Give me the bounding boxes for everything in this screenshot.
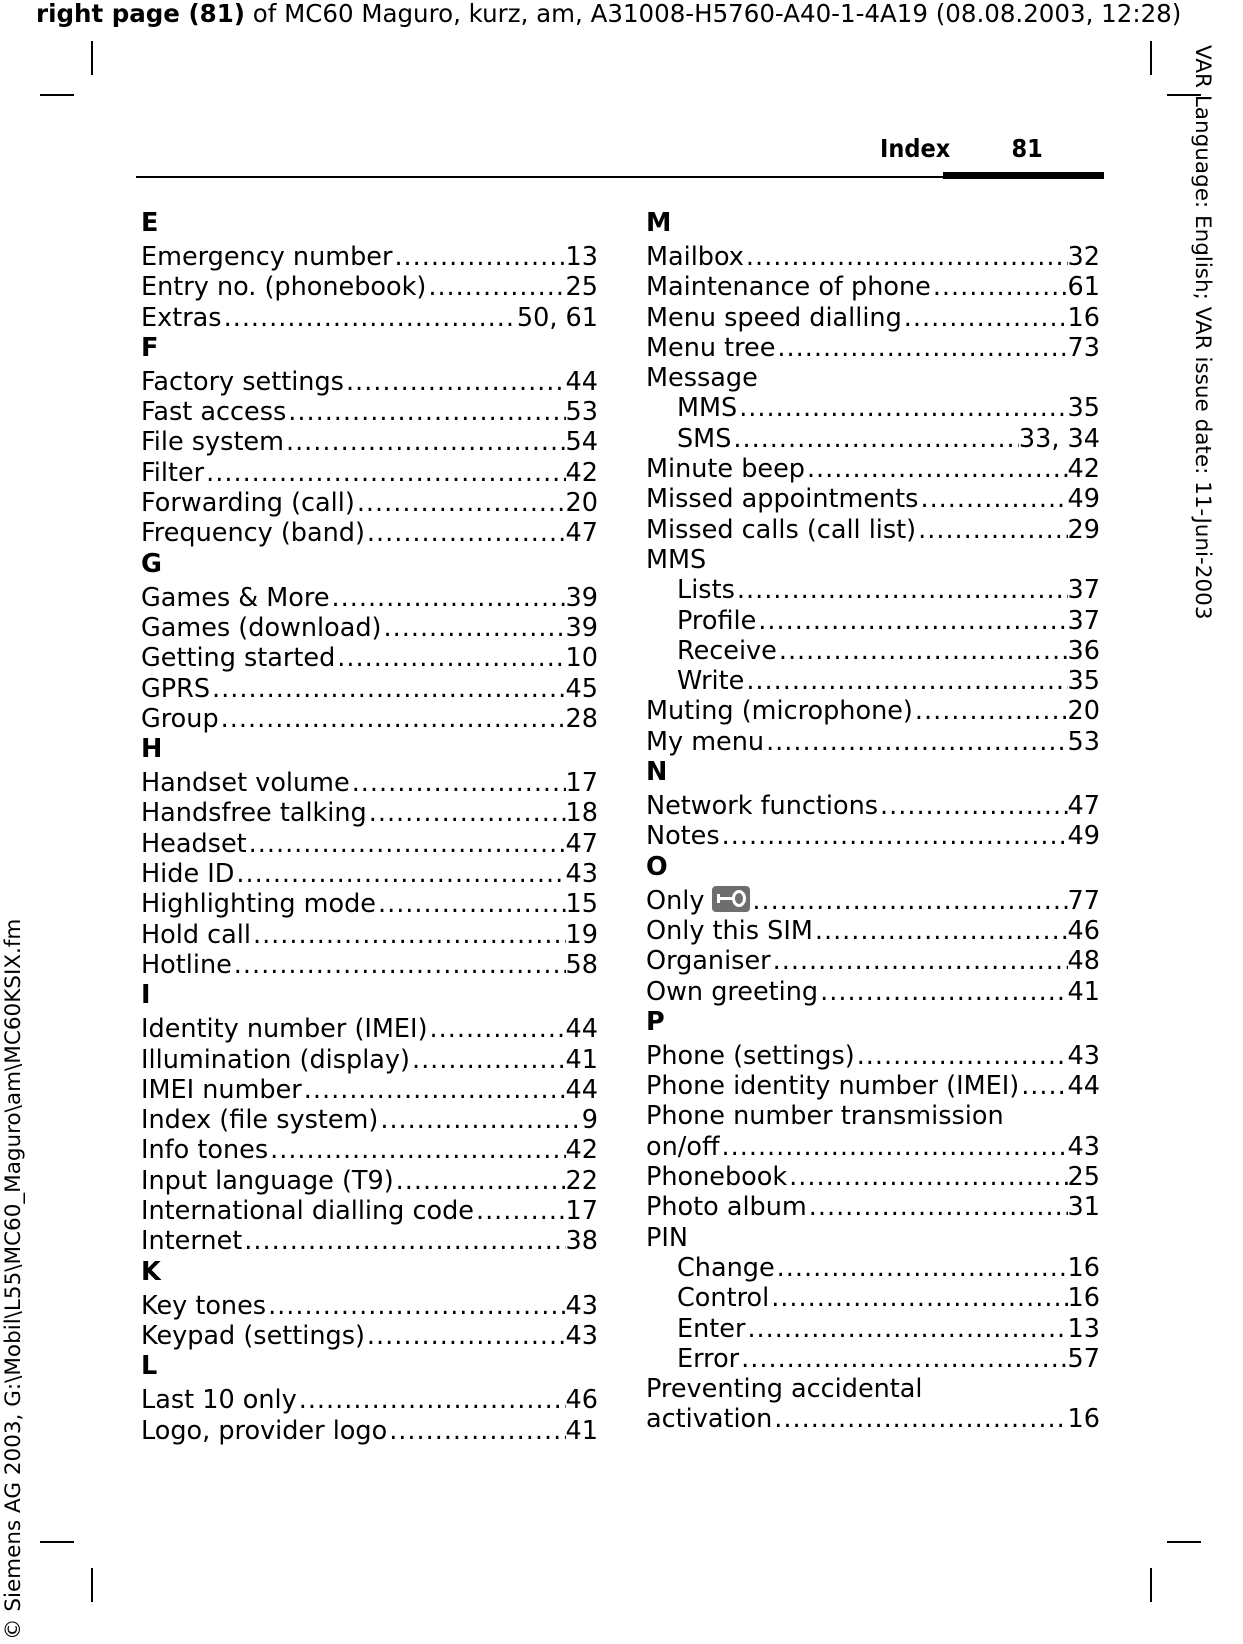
index-entry	[141, 704, 598, 734]
entry-term: Notes	[646, 821, 720, 852]
entry-page: 20	[565, 488, 598, 519]
index-subentry	[646, 606, 1100, 636]
entry-term: Lists	[677, 575, 735, 606]
entry-page: 42	[565, 457, 598, 488]
entry-term: Info tones	[141, 1135, 269, 1166]
index-subentry	[646, 1253, 1100, 1283]
entry-page: 77	[1067, 885, 1100, 916]
print-job-details: of MC60 Maguro, kurz, am, A31008-H5760-A40-1-4A19 (08.08.2003, 12:28)	[244, 0, 1182, 28]
crop-mark	[1150, 41, 1152, 75]
running-header-title: Index	[880, 134, 951, 163]
index-letter-heading: H	[141, 734, 163, 765]
index-entry	[646, 515, 1100, 545]
index-entry-group: Message	[646, 363, 758, 394]
entry-page: 46	[565, 1385, 598, 1416]
entry-term: Extras	[141, 302, 222, 333]
entry-page: 19	[565, 919, 598, 950]
index-entry	[646, 454, 1100, 484]
index-entry	[646, 696, 1100, 726]
entry-term: Error	[677, 1343, 740, 1374]
entry-page: 37	[1067, 575, 1100, 606]
index-subentry	[646, 424, 1100, 454]
crop-mark	[91, 1568, 93, 1602]
entry-term: Phonebook	[646, 1162, 788, 1193]
index-entry	[646, 727, 1100, 757]
index-letter-heading: L	[141, 1351, 158, 1382]
entry-term: Write	[677, 666, 745, 697]
entry-term: Muting (microphone)	[646, 696, 913, 727]
entry-term: Internet	[141, 1226, 243, 1257]
entry-term: Phone (settings)	[646, 1040, 855, 1071]
index-entry	[141, 889, 598, 919]
index-entry	[646, 886, 1100, 916]
entry-page: 57	[1067, 1343, 1100, 1374]
index-entry	[141, 458, 598, 488]
index-letter-heading: O	[646, 851, 668, 882]
entry-page: 10	[565, 643, 598, 674]
entry-term: Mailbox	[646, 242, 744, 272]
entry-term: Phone identity number (IMEI)	[646, 1071, 1020, 1102]
entry-term: Menu speed dialling	[646, 302, 902, 333]
entry-term: Frequency (band)	[141, 518, 365, 549]
entry-page: 16	[1067, 1404, 1100, 1435]
entry-page: 41	[565, 1044, 598, 1075]
entry-page: 41	[1067, 976, 1100, 1007]
entry-term: Missed appointments	[646, 484, 919, 515]
entry-term: Only this SIM	[646, 915, 813, 946]
entry-term: Network functions	[646, 791, 879, 822]
index-letter-heading: N	[646, 757, 668, 788]
index-letter-heading: I	[141, 980, 151, 1011]
entry-term: Getting started	[141, 643, 336, 674]
entry-page: 38	[565, 1226, 598, 1257]
crop-mark	[1150, 1568, 1152, 1602]
entry-page: 29	[1067, 514, 1100, 545]
index-entry	[646, 303, 1100, 333]
index-entry	[141, 242, 598, 272]
entry-term: Input language (T9)	[141, 1165, 394, 1196]
index-entry	[141, 1291, 598, 1321]
entry-term: Highlighting mode	[141, 889, 376, 920]
entry-term: Maintenance of phone	[646, 272, 931, 303]
entry-term: Handsfree talking	[141, 798, 367, 829]
index-entry	[141, 829, 598, 859]
entry-term: SMS	[677, 423, 732, 454]
entry-term: MMS	[677, 393, 738, 424]
entry-page: 16	[1067, 1252, 1100, 1283]
entry-term-text: Only	[646, 885, 705, 916]
entry-page: 18	[565, 798, 598, 829]
index-column-left	[141, 208, 598, 1446]
entry-page: 48	[1067, 946, 1100, 977]
index-entry	[141, 427, 598, 457]
entry-page: 47	[565, 518, 598, 549]
entry-term: Photo album	[646, 1192, 807, 1223]
entry-page: 9	[581, 1105, 598, 1136]
index-entry	[141, 1014, 598, 1044]
entry-term: Menu tree	[646, 332, 776, 363]
entry-term: File system	[141, 427, 284, 458]
index-entry	[141, 920, 598, 950]
entry-page: 15	[565, 889, 598, 920]
index-subentry	[646, 636, 1100, 666]
entry-term: Identity number (IMEI)	[141, 1014, 428, 1045]
entry-page: 36	[1067, 635, 1100, 666]
entry-page: 39	[565, 582, 598, 613]
entry-term: GPRS	[141, 673, 211, 704]
index-entry	[141, 518, 598, 548]
entry-page: 50, 61	[516, 302, 598, 333]
index-entry	[646, 333, 1100, 363]
index-subentry	[646, 666, 1100, 696]
index-entry	[141, 1196, 598, 1226]
index-entry	[141, 303, 598, 333]
entry-page: 46	[1067, 915, 1100, 946]
index-entry	[141, 1075, 598, 1105]
entry-term: Logo, provider logo	[141, 1415, 388, 1446]
entry-term: Games & More	[141, 582, 330, 613]
entry-page: 35	[1067, 393, 1100, 424]
entry-page: 31	[1067, 1192, 1100, 1223]
index-subentry	[646, 1344, 1100, 1374]
index-entry-group: PIN	[646, 1222, 688, 1253]
index-entry	[141, 1321, 598, 1351]
index-entry	[141, 367, 598, 397]
crop-mark	[1167, 1541, 1201, 1543]
side-note-language: VAR Language: English; VAR issue date: 11-Juni-2003	[1190, 45, 1215, 620]
entry-page: 43	[1067, 1040, 1100, 1071]
entry-page: 43	[565, 1320, 598, 1351]
index-entry	[646, 1404, 1100, 1434]
entry-term: IMEI number	[141, 1074, 302, 1105]
index-entry	[141, 1226, 598, 1256]
entry-page: 32	[1067, 242, 1100, 272]
index-entry	[141, 1166, 598, 1196]
entry-term: Control	[677, 1283, 770, 1314]
entry-term: on/off	[646, 1131, 720, 1162]
entry-page: 17	[565, 768, 598, 799]
entry-term: Own greeting	[646, 976, 819, 1007]
entry-page: 33, 34	[1018, 423, 1100, 454]
header-tab-bar	[943, 172, 1104, 179]
entry-term: Minute beep	[646, 454, 805, 485]
index-letter-heading: P	[646, 1006, 665, 1037]
entry-page: 49	[1067, 821, 1100, 852]
page-number: 81	[1011, 134, 1043, 163]
index-entry	[141, 488, 598, 518]
entry-term: Games (download)	[141, 612, 382, 643]
index-entry	[646, 242, 1100, 272]
entry-term: Fast access	[141, 397, 287, 428]
entry-page: 17	[565, 1196, 598, 1227]
index-letter-heading: K	[141, 1256, 161, 1287]
entry-page: 28	[565, 703, 598, 734]
entry-term: Keypad (settings)	[141, 1320, 365, 1351]
index-entry	[141, 798, 598, 828]
index-subentry	[646, 1283, 1100, 1313]
entry-term: Last 10 only	[141, 1385, 297, 1416]
index-entry	[646, 272, 1100, 302]
entry-page: 20	[1067, 696, 1100, 727]
entry-term: Factory settings	[141, 366, 344, 397]
entry-term	[646, 886, 750, 916]
entry-term: Group	[141, 703, 219, 734]
entry-term: Hotline	[141, 949, 232, 980]
entry-page: 49	[1067, 484, 1100, 515]
entry-page: 58	[565, 949, 598, 980]
entry-page: 44	[1067, 1071, 1100, 1102]
entry-term: activation	[646, 1404, 773, 1435]
entry-term: Forwarding (call)	[141, 488, 355, 519]
entry-term: Handset volume	[141, 768, 350, 799]
key-lock-icon	[712, 886, 750, 912]
index-entry	[141, 1416, 598, 1446]
entry-page: 43	[565, 1290, 598, 1321]
index-entry-group: MMS	[646, 544, 707, 575]
entry-page: 45	[565, 673, 598, 704]
entry-page: 61	[1067, 272, 1100, 303]
entry-term: Hold call	[141, 919, 251, 950]
index-entry	[141, 583, 598, 613]
entry-term: Change	[677, 1252, 775, 1283]
index-entry	[646, 1192, 1100, 1222]
index-entry	[646, 821, 1100, 851]
crop-mark	[40, 1541, 74, 1543]
index-entry	[646, 946, 1100, 976]
crop-mark	[40, 94, 74, 96]
entry-page: 16	[1067, 302, 1100, 333]
entry-term: Receive	[677, 635, 777, 666]
index-subentry	[646, 575, 1100, 605]
entry-page: 22	[565, 1165, 598, 1196]
index-entry	[646, 1162, 1100, 1192]
entry-page: 39	[565, 612, 598, 643]
entry-term: Key tones	[141, 1290, 267, 1321]
index-column-right	[646, 208, 1100, 1435]
entry-term: My menu	[646, 726, 765, 757]
index-entry	[646, 1132, 1100, 1162]
index-subentry	[646, 393, 1100, 423]
index-entry	[141, 397, 598, 427]
entry-term: Profile	[677, 605, 757, 636]
entry-page: 42	[565, 1135, 598, 1166]
entry-term: Headset	[141, 828, 247, 859]
index-entry	[141, 768, 598, 798]
index-letter-heading: G	[141, 548, 162, 579]
index-entry-group: Phone number transmission	[646, 1101, 1004, 1132]
entry-term: Emergency number	[141, 242, 393, 272]
entry-term: Enter	[677, 1313, 746, 1344]
index-entry	[141, 272, 598, 302]
index-entry	[141, 1105, 598, 1135]
entry-page: 41	[565, 1415, 598, 1446]
entry-page: 43	[1067, 1131, 1100, 1162]
index-entry	[141, 1045, 598, 1075]
index-entry	[646, 977, 1100, 1007]
entry-page: 43	[565, 859, 598, 890]
entry-term: Index (file system)	[141, 1105, 379, 1136]
index-entry	[141, 1385, 598, 1415]
index-letter-heading: M	[646, 208, 672, 238]
entry-term: International dialling code	[141, 1196, 474, 1227]
entry-term: Hide ID	[141, 859, 235, 890]
index-entry	[141, 859, 598, 889]
entry-term: Illumination (display)	[141, 1044, 410, 1075]
print-job-page-label: right page (81)	[36, 0, 245, 28]
index-entry	[646, 1071, 1100, 1101]
side-note-copyright: © Siemens AG 2003, G:\Mobil\L55\MC60_Maguro\am\MC60KSIX.fm	[1, 918, 26, 1640]
index-entry	[646, 484, 1100, 514]
entry-page: 44	[565, 366, 598, 397]
entry-page: 42	[1067, 454, 1100, 485]
index-entry	[141, 643, 598, 673]
entry-page: 25	[1067, 1162, 1100, 1193]
entry-page: 13	[565, 242, 598, 272]
entry-page: 35	[1067, 666, 1100, 697]
entry-term: Filter	[141, 457, 205, 488]
entry-page: 73	[1067, 332, 1100, 363]
crop-mark	[91, 41, 93, 75]
entry-page: 25	[565, 272, 598, 303]
index-entry	[141, 950, 598, 980]
index-entry	[646, 791, 1100, 821]
entry-page: 44	[565, 1074, 598, 1105]
index-entry-group: Preventing accidental	[646, 1374, 923, 1405]
index-entry	[141, 1135, 598, 1165]
index-subentry	[646, 1314, 1100, 1344]
entry-page: 54	[565, 427, 598, 458]
print-job-header	[36, 0, 1236, 28]
entry-page: 53	[1067, 726, 1100, 757]
entry-page: 47	[1067, 791, 1100, 822]
entry-page: 53	[565, 397, 598, 428]
entry-term: Missed calls (call list)	[646, 514, 917, 545]
entry-page: 47	[565, 828, 598, 859]
entry-page: 16	[1067, 1283, 1100, 1314]
entry-page: 44	[565, 1014, 598, 1045]
index-entry	[646, 1041, 1100, 1071]
index-entry	[141, 674, 598, 704]
entry-term: Organiser	[646, 946, 771, 977]
index-entry	[646, 916, 1100, 946]
index-letter-heading: F	[141, 332, 159, 363]
index-entry	[141, 613, 598, 643]
entry-page: 13	[1067, 1313, 1100, 1344]
entry-page: 37	[1067, 605, 1100, 636]
index-letter-heading: E	[141, 208, 159, 238]
entry-term: Entry no. (phonebook)	[141, 272, 427, 303]
